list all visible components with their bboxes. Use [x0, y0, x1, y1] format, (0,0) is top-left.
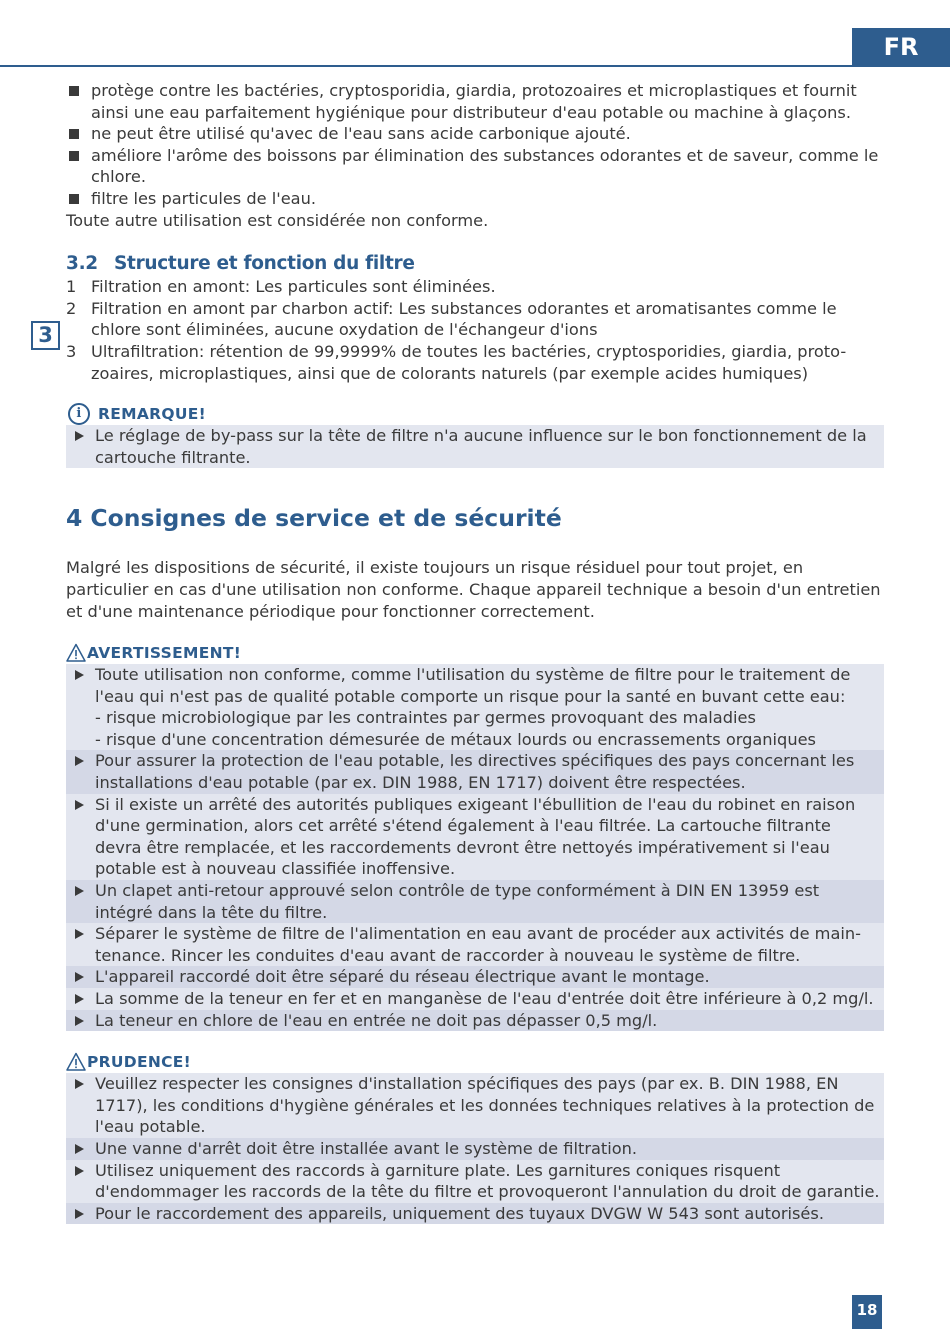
- section-3-2-heading: [66, 252, 884, 276]
- section-4-heading: [66, 503, 884, 533]
- warning-item-text: Toute utilisation non conforme, comme l'utilisation du système de filtre pour le traitement de l'eau qui n'est pas de qualité potable comporte un risque pour la santé en buvant cette eau:: [95, 665, 851, 706]
- remark-box: [66, 425, 884, 468]
- caution-item: Une vanne d'arrêt doit être installée avant le système de filtration.: [66, 1138, 884, 1160]
- remark-item: Le réglage de by-pass sur la tête de filtre n'a aucune influence sur le bon fonctionnement de la cartouche filtrante.: [66, 425, 884, 468]
- item-text: Ultrafiltration: rétention de 99,9999% de toutes les bactéries, cryptosporidies, giardia, proto-zoaires, microplastiques, ainsi que de colorants naturels (par exemple acides humiques): [91, 341, 847, 383]
- usage-note: Toute autre utilisation est considérée non conforme.: [66, 210, 489, 230]
- warning-item: [66, 664, 884, 750]
- section-number: 4: [66, 504, 83, 533]
- info-icon: i: [68, 403, 90, 425]
- section-title: Consignes de service et de sécurité: [90, 504, 562, 533]
- warning-item: Un clapet anti-retour approuvé selon contrôle de type conformément à DIN EN 13959 est intégré dans la tête du filtre.: [66, 880, 884, 923]
- list-item: [66, 341, 884, 384]
- warning-heading: [66, 642, 884, 664]
- chapter-marker: 3: [31, 321, 60, 350]
- list-item: [66, 298, 884, 341]
- warning-item: La somme de la teneur en fer et en manganèse de l'eau d'entrée doit être inférieure à 0,2 mg/l.: [66, 988, 884, 1010]
- caution-item: Pour le raccordement des appareils, uniquement des tuyaux DVGW W 543 sont autorisés.: [66, 1203, 884, 1225]
- warning-triangle-icon: [66, 1052, 86, 1072]
- section-title: Structure et fonction du filtre: [114, 253, 415, 275]
- header-rule: [0, 65, 852, 67]
- list-item: améliore l'arôme des boissons par élimination des substances odorantes et de saveur, comme le chlore.: [66, 145, 884, 188]
- section-4-intro: Malgré les dispositions de sécurité, il existe toujours un risque résiduel pour tout projet, en particulier en cas d'une utilisation non conforme. Chaque appareil technique a besoin d'un entretien et d'une maintenance périodique pour fonctionner correctement.: [66, 558, 881, 621]
- caution-item: Utilisez uniquement des raccords à garniture plate. Les garnitures coniques risquent d'endommager les raccords de la tête du filtre et provoqueront l'annulation du droit de garantie.: [66, 1160, 884, 1203]
- filter-structure-list: [66, 276, 884, 384]
- warning-sub-item: - risque d'une concentration démesurée de métaux lourds ou encrassements organiques: [95, 729, 816, 749]
- caution-box: [66, 1073, 884, 1224]
- item-text: Filtration en amont par charbon actif: Les substances odorantes et aromatisantes comme le chlore sont éliminées, aucune oxydation de l'échangeur d'ions: [91, 298, 837, 340]
- list-item: protège contre les bactéries, cryptosporidia, giardia, protozoaires et microplastiques et fournit ainsi une eau parfaitement hygiénique pour distributeur d'eau potable ou machine à glaçons.: [66, 80, 884, 123]
- list-item: [66, 276, 884, 298]
- warning-box: [66, 664, 884, 1031]
- item-number: 2: [66, 298, 77, 318]
- warning-item: Si il existe un arrêté des autorités publiques exigeant l'ébullition de l'eau du robinet en raison d'une germination, alors cet arrêté s'étend également à l'eau filtrée. La cartouche filtrante devra être remplacée, et les raccordements devront être nettoyés impérativement si l'eau potable est à nouveau classifiée inoffensive.: [66, 794, 884, 880]
- caution-item: Veuillez respecter les consignes d'installation spécifiques des pays (par ex. B. DIN 1988, EN 1717), les conditions d'hygiène générales et les données techniques relatives à la protection de l'eau potable.: [66, 1073, 884, 1138]
- caution-label: PRUDENCE!: [87, 1053, 192, 1072]
- list-item: ne peut être utilisé qu'avec de l'eau sans acide carbonique ajouté.: [66, 123, 884, 145]
- warning-sub-item: - risque microbiologique par les contraintes par germes provoquant des maladies: [95, 708, 756, 728]
- remark-heading: [66, 403, 884, 425]
- warning-item: L'appareil raccordé doit être séparé du réseau électrique avant le montage.: [66, 966, 884, 988]
- item-text: Filtration en amont: Les particules sont éliminées.: [91, 277, 496, 297]
- page-number: 18: [852, 1295, 882, 1329]
- warning-item: La teneur en chlore de l'eau en entrée ne doit pas dépasser 0,5 mg/l.: [66, 1010, 884, 1032]
- page-content: [66, 80, 884, 1224]
- item-number: 3: [66, 341, 77, 361]
- usage-list: [66, 80, 884, 210]
- remark-label: REMARQUE!: [98, 405, 206, 424]
- list-item: filtre les particules de l'eau.: [66, 188, 884, 210]
- item-number: 1: [66, 277, 77, 297]
- language-tab: FR: [852, 28, 950, 67]
- caution-heading: [66, 1051, 884, 1073]
- section-number: 3.2: [66, 253, 98, 275]
- warning-label: AVERTISSEMENT!: [87, 644, 242, 663]
- warning-triangle-icon: [66, 643, 86, 663]
- warning-item: Pour assurer la protection de l'eau potable, les directives spécifiques des pays concernant les installations d'eau potable (par ex. DIN 1988, EN 1717) doivent être respectées.: [66, 750, 884, 793]
- warning-item: Séparer le système de filtre de l'alimentation en eau avant de procéder aux activités de main-tenance. Rincer les conduites d'eau avant de raccorder à nouveau le système de filtre.: [66, 923, 884, 966]
